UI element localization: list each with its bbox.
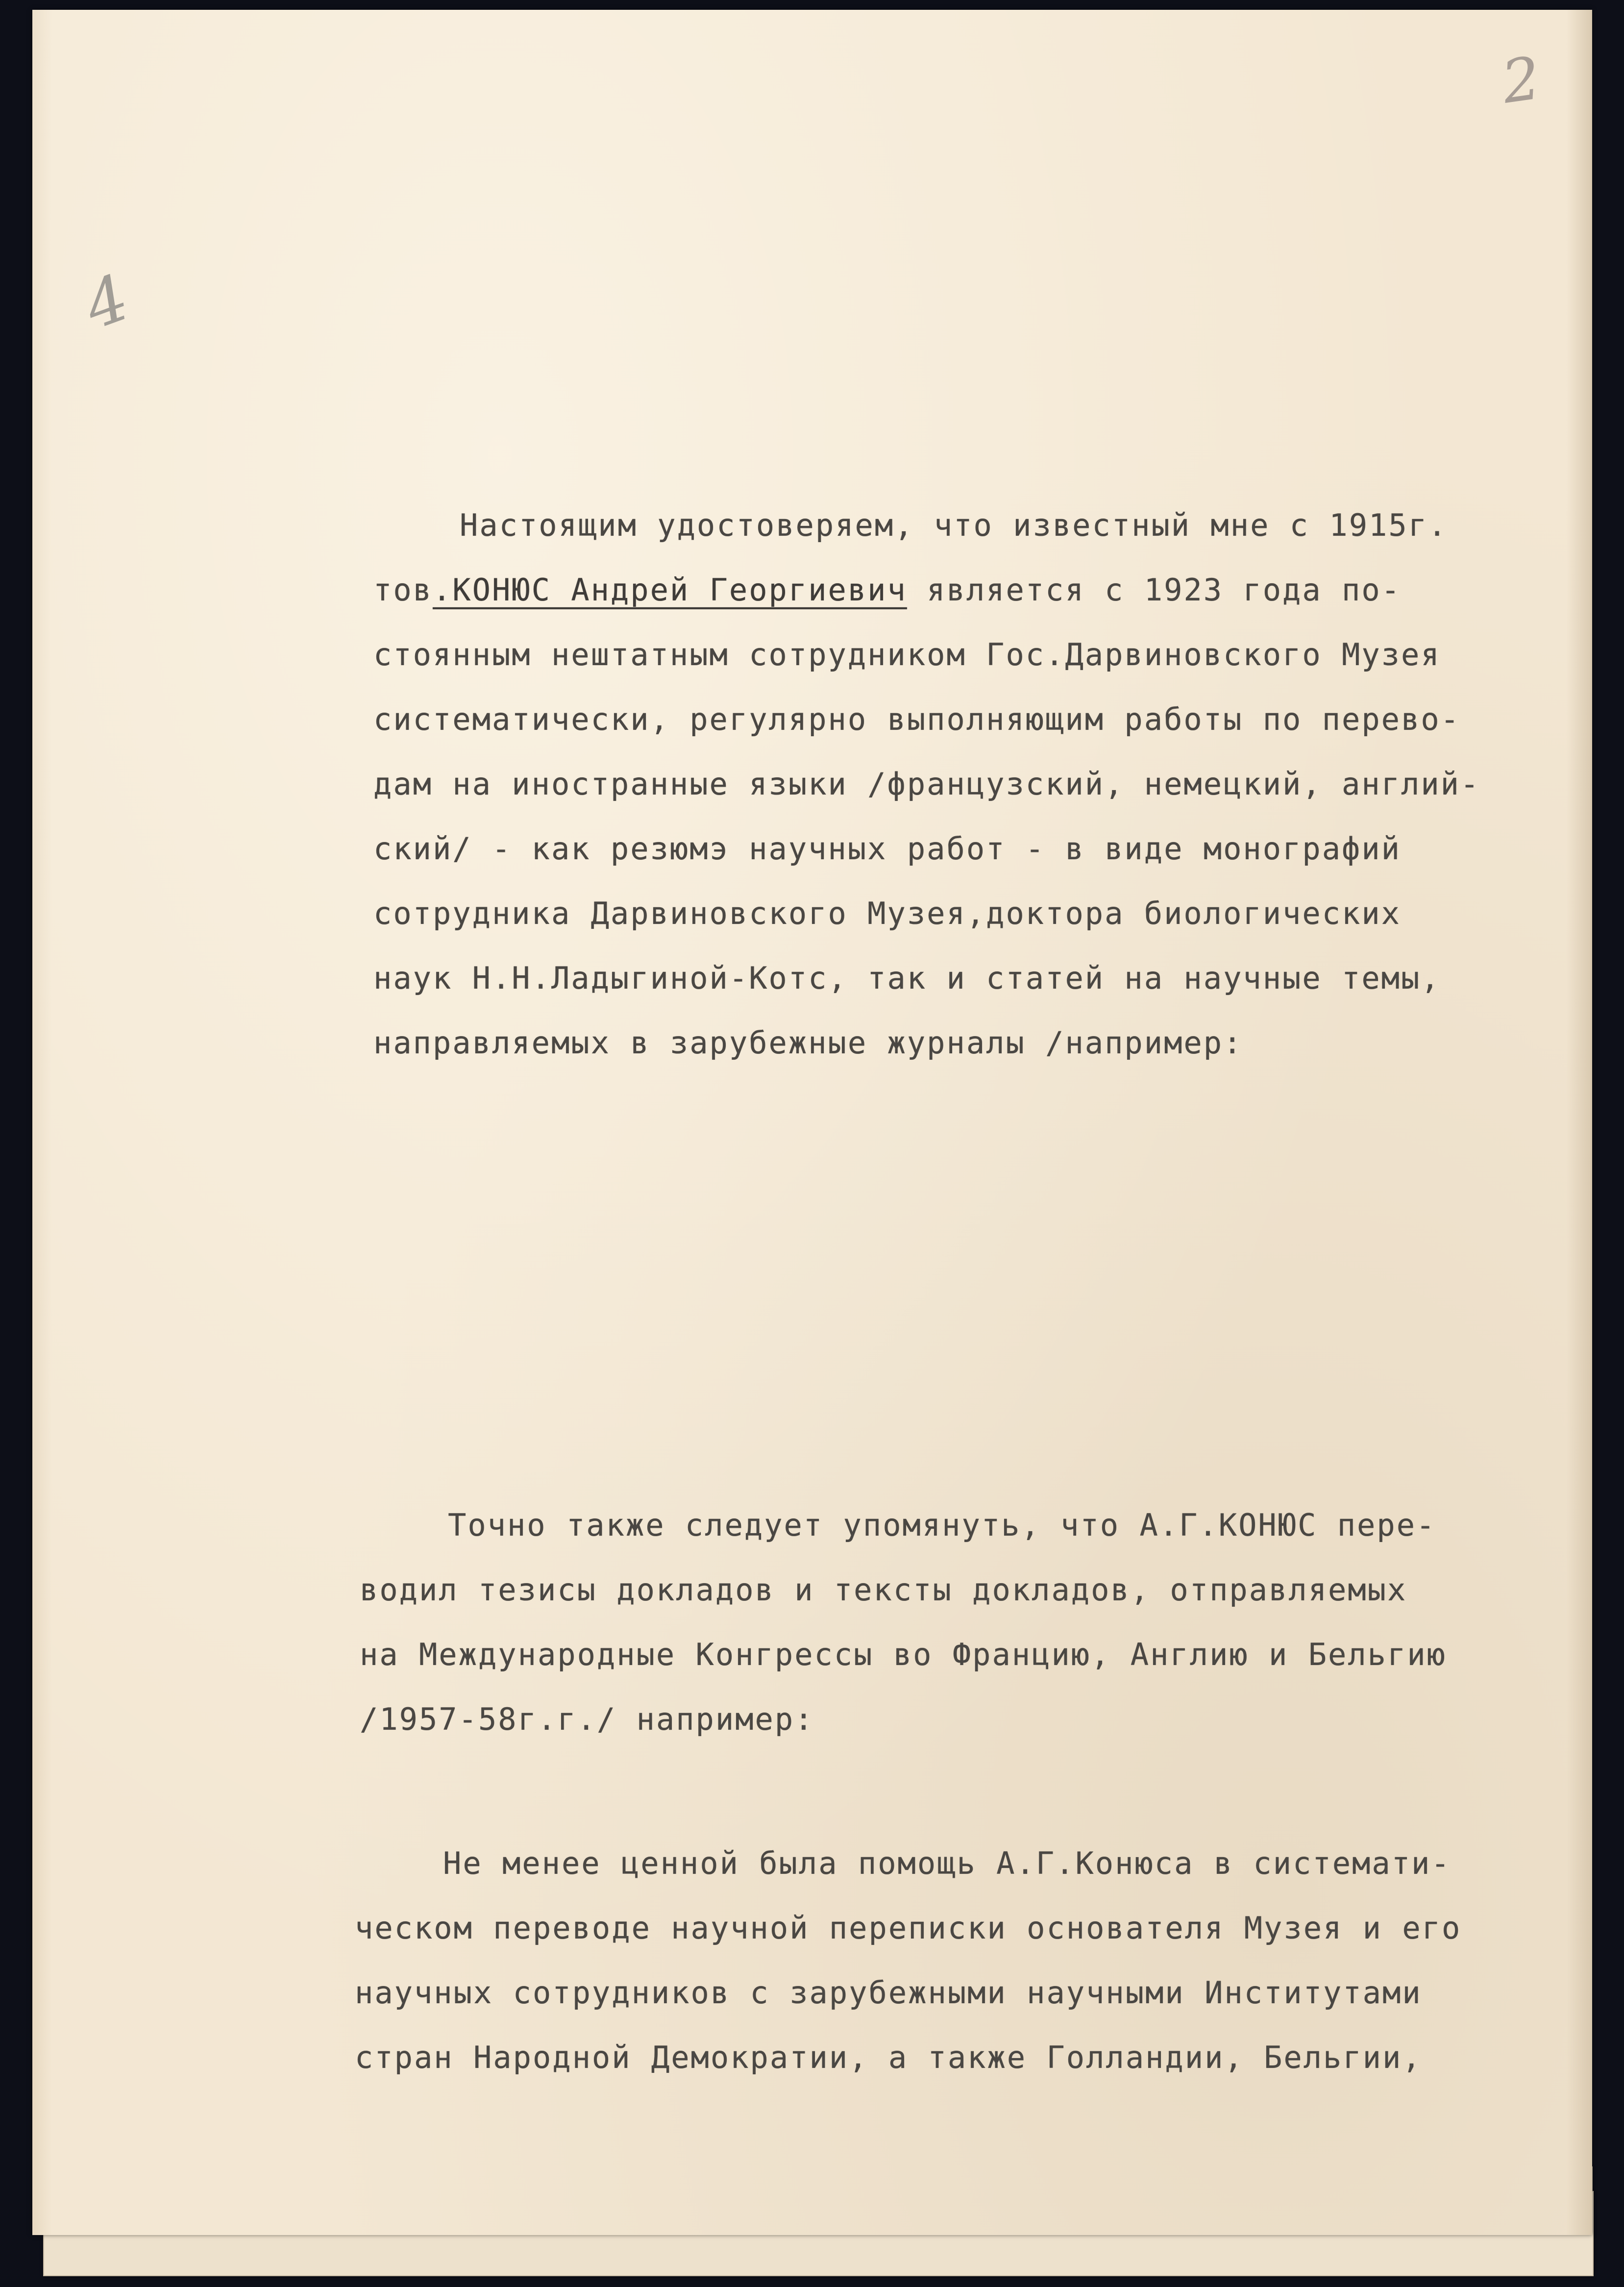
underlined-name: .КОНЮС Андрей Георгиевич	[432, 572, 907, 608]
typed-page	[32, 10, 1592, 2235]
text-line: /1957-58г.г./ например:	[360, 1701, 814, 1737]
text-line: водил тезисы докладов и тексты докладов, отправляемых	[360, 1572, 1407, 1608]
text-line: стран Народной Демократии, а также Голландии, Бельгии,	[355, 2039, 1422, 2075]
text-line: ческом переводе научной переписки основателя Музея и его	[355, 1910, 1462, 1946]
text-line: наук Н.Н.Ладыгиной-Котс, так и статей на научные темы,	[373, 960, 1441, 996]
text-line: стоянным нештатным сотрудником Гос.Дарвиновского Музея	[373, 637, 1441, 672]
text-line: Точно также следует упомянуть, что А.Г.КОНЮС пере-	[448, 1507, 1436, 1543]
text-line: тов.КОНЮС Андрей Георгиевич является с 1923 года по-	[373, 572, 1402, 608]
text-line: дам на иностранные языки /французский, немецкий, англий-	[373, 766, 1480, 802]
text-line: сотрудника Дарвиновского Музея,доктора биологических	[373, 895, 1402, 931]
archive-pencil-mark: 4	[74, 260, 139, 344]
text-line: ский/ - как резюмэ научных работ - в виде монографий	[373, 831, 1402, 867]
text-line: Настоящим удостоверяем, что известный мне с 1915г.	[460, 507, 1448, 543]
text-line: направляемых в зарубежные журналы /например:	[373, 1025, 1243, 1061]
text-line: систематически, регулярно выполняющим работы по перево-	[373, 701, 1460, 737]
page-number: 2	[1498, 44, 1545, 117]
text-line: Не менее ценной была помощь А.Г.Конюса в системати-	[443, 1845, 1451, 1881]
text-line: научных сотрудников с зарубежными научными Институтами	[355, 1975, 1422, 2011]
text-line: на Международные Конгрессы во Францию, Англию и Бельгию	[360, 1637, 1447, 1672]
